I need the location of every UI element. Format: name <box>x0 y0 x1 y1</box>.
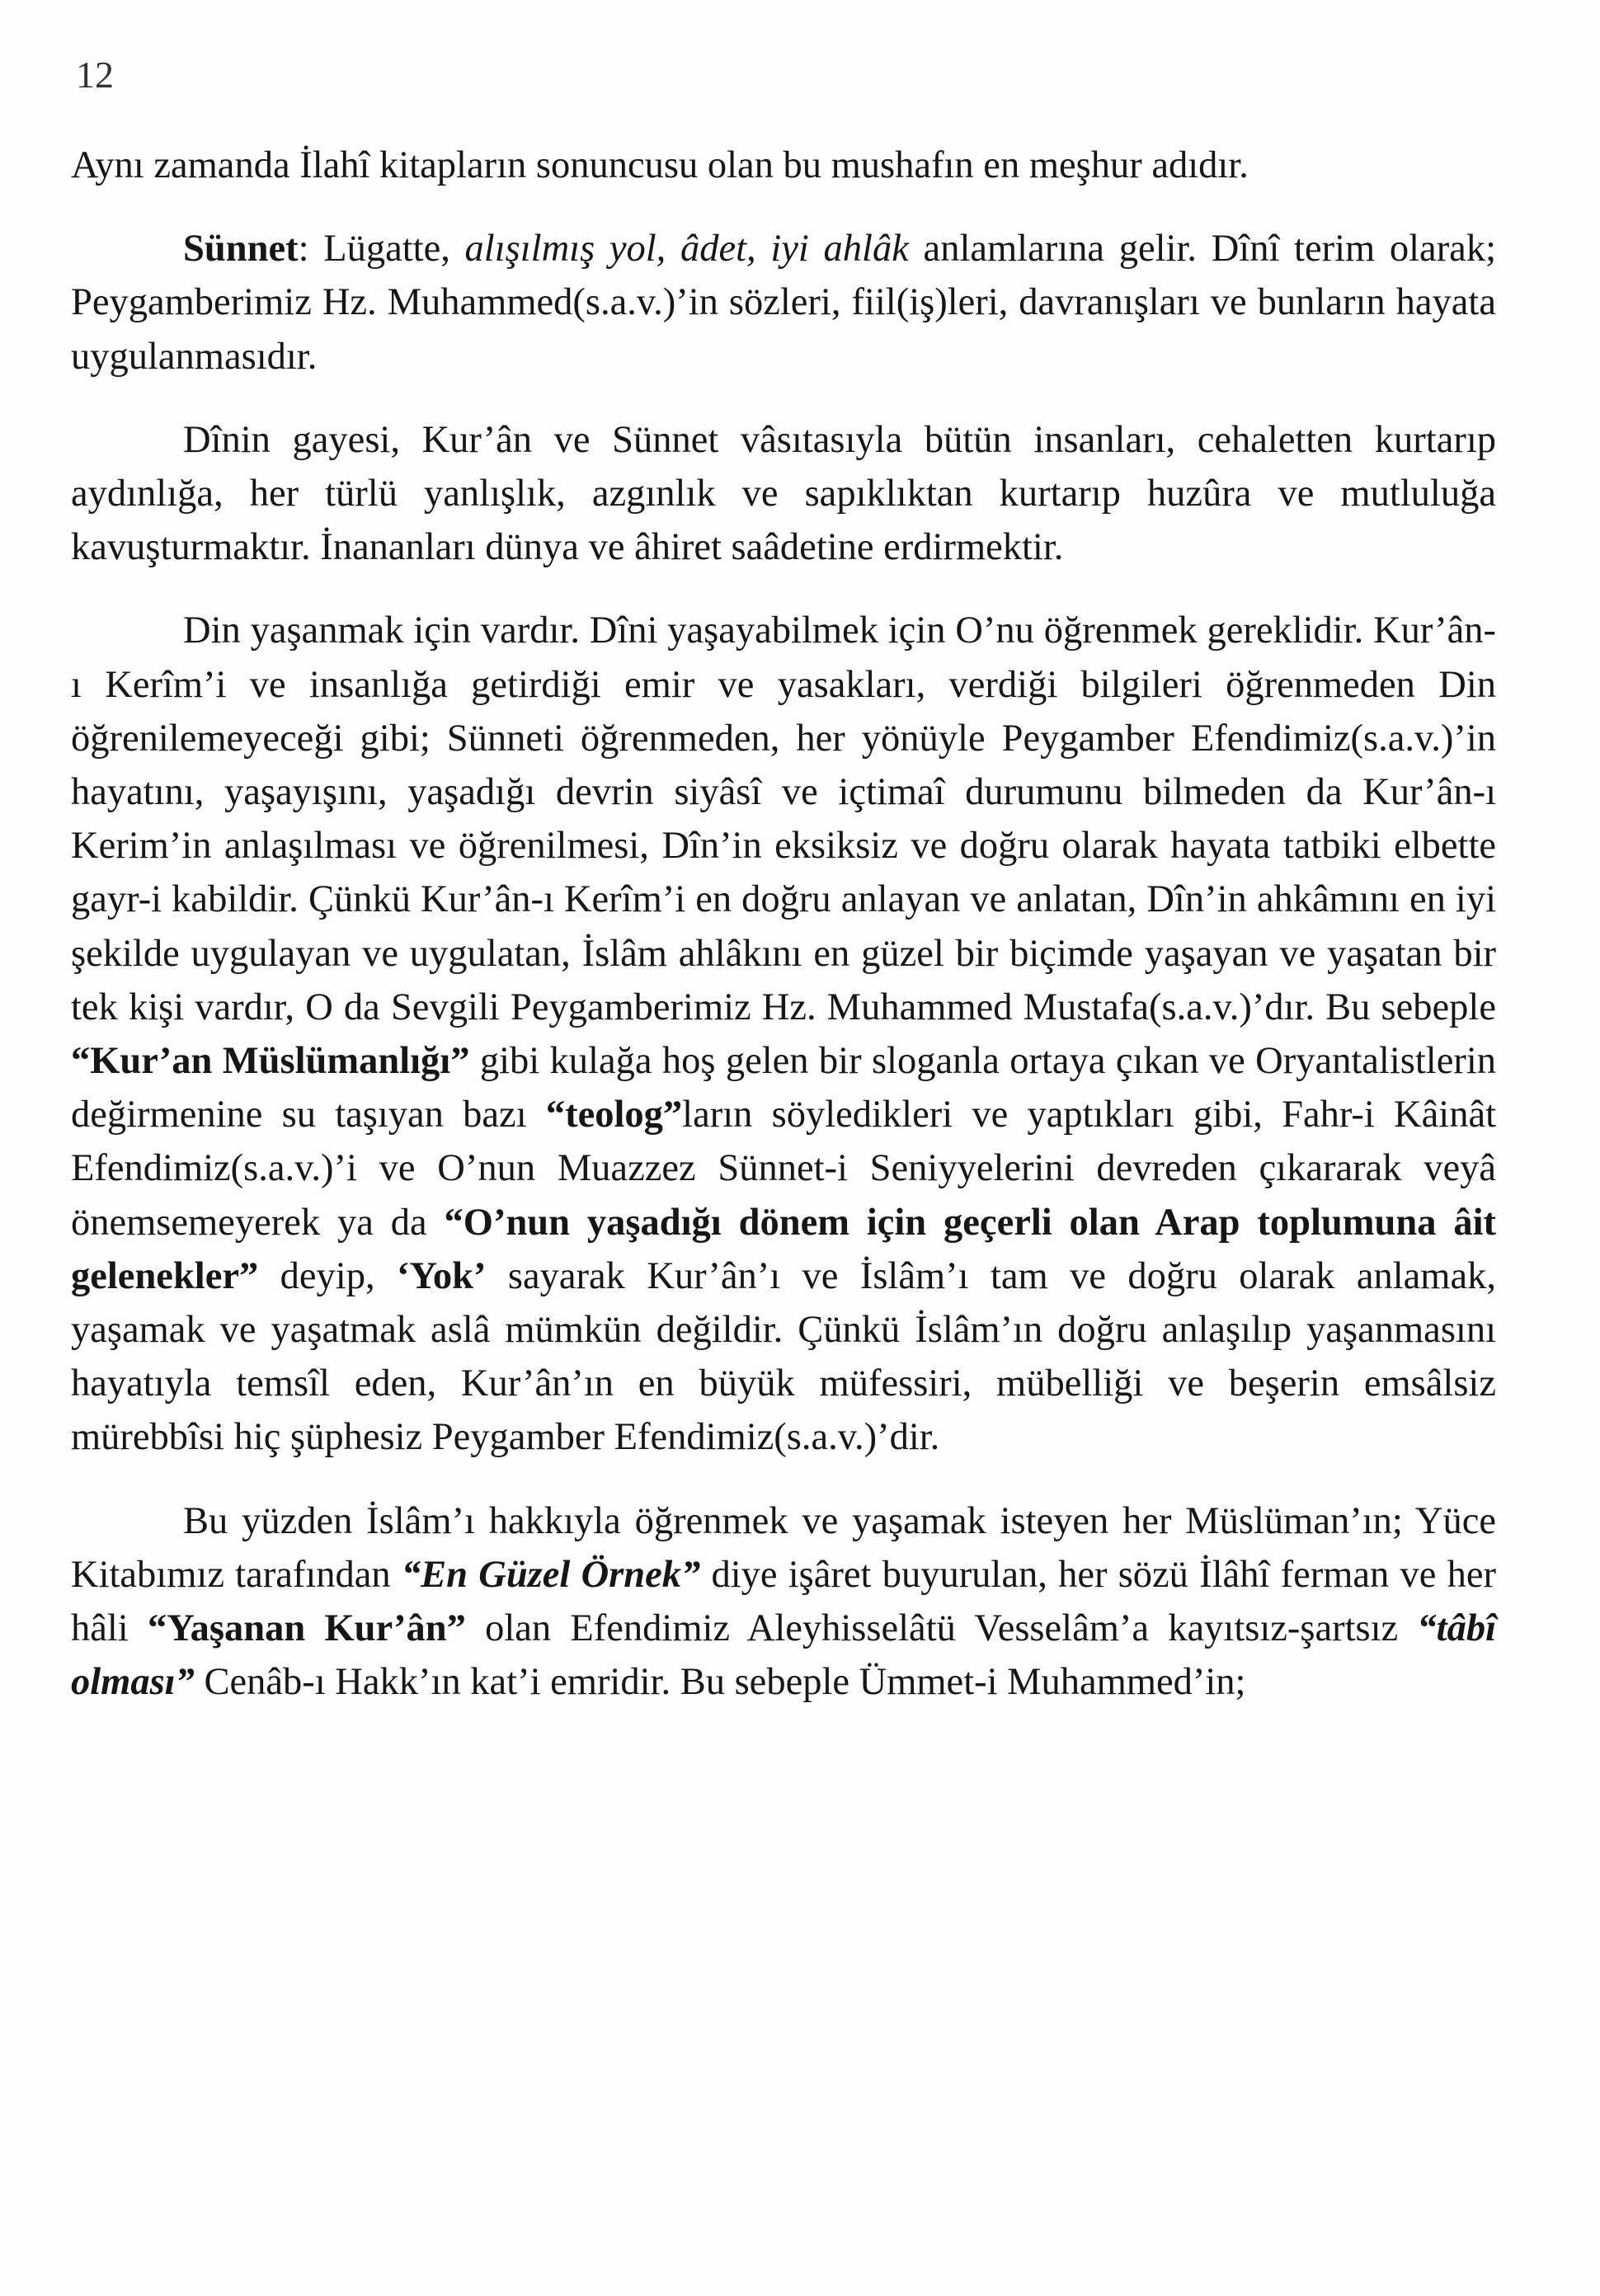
paragraph <box>71 1494 1496 1710</box>
text-run: Cenâb-ı Hakk’ın kat’i emridir. Bu sebeple Ümmet-i Muhammed’in; <box>194 1661 1246 1704</box>
text-run: deyip, <box>258 1254 398 1297</box>
emphasized-text: “En Güzel Örnek” <box>401 1553 701 1596</box>
text-run: Bu yüzden İslâm’ı hakkıyla öğrenmek ve yaşamak isteyen her Müslüman’ın; Yüce Kitabımız tarafından <box>71 1499 1496 1596</box>
emphasized-text: “teolog” <box>545 1094 683 1136</box>
text-run: diye işâret buyurulan, her sözü İlâhî ferman ve her hâli <box>71 1553 1496 1650</box>
paragraph <box>71 222 1496 383</box>
emphasized-text: “tâbî olması” <box>71 1607 1497 1704</box>
paragraph <box>71 604 1496 1464</box>
emphasized-text: ‘Yok’ <box>397 1254 487 1297</box>
emphasized-text: “Kur’an Müslümanlığı” <box>71 1040 470 1083</box>
emphasized-text: Sünnet <box>183 228 299 271</box>
text-run: olan Efendimiz Aleyhisselâtü Vesselâm’a kayıtsız-şartsız <box>465 1607 1418 1650</box>
text-run: : Lügatte, <box>298 228 465 271</box>
text-run: Aynı zamanda İlahî kitapların sonuncusu olan bu mushafın en meşhur adıdır. <box>71 144 1249 186</box>
emphasized-text: alışılmış yol, âdet, iyi ahlâk <box>464 228 909 271</box>
page-number: 12 <box>76 54 114 96</box>
text-run: gibi kulağa hoş gelen bir sloganla ortaya çıkan ve Oryantalistlerin değirmenine su taşıyan bazı <box>71 1040 1496 1136</box>
text-run: ların söyledikleri ve yaptıkları gibi, Fahr-i Kâinât Efendimiz(s.a.v.)’i ve O’nun Muazzez Sünnet-i Seniyyelerini devreden çıkararak veyâ önemsemeyerek ya da <box>71 1094 1496 1244</box>
text-run: anlamlarına gelir. Dînî terim olarak; Peygamberimiz Hz. Muhammed(s.a.v.)’in sözleri, fiil(iş)leri, davranışları ve bunların hayata uygulanmasıdır. <box>71 228 1496 378</box>
emphasized-text: “Yaşanan Kur’ân” <box>147 1607 466 1650</box>
paragraph <box>71 413 1496 575</box>
emphasized-text: “O’nun yaşadığı dönem için geçerli olan Arap toplumuna âit gelenekler” <box>71 1201 1496 1297</box>
text-run: Din yaşanmak için vardır. Dîni yaşayabilmek için O’nu öğrenmek gereklidir. Kur’ân-ı Kerîm’i ve insanlığa getirdiği emir ve yasakları, verdiği bilgileri öğrenmeden Din öğrenilemeyeceği gibi; Sünneti öğrenmeden, her yönüyle Peygamber Efendimiz(s.a.v.)’in hayatını, yaşayışını, yaşadığı devrin siyâsî ve içtimaî durumunu bilmeden da Kur’ân-ı Kerim’in anlaşılması ve öğrenilmesi, Dîn’in eksiksiz ve doğru olarak hayata tatbiki elbette gayr-i kabildir. Çünkü Kur’ân-ı Kerîm’i en doğru anlayan ve anlatan, Dîn’in ahkâmını en iyi şekilde uygulayan ve uygulatan, İslâm ahlâkını en güzel bir biçimde yaşayan ve yaşatan bir tek kişi vardır, O da Sevgili Peygamberimiz Hz. Muhammed Mustafa(s.a.v.)’dır. Bu sebeple <box>71 609 1496 1028</box>
paragraph <box>71 139 1496 192</box>
text-run: sayarak Kur’ân’ı ve İslâm’ı tam ve doğru olarak anlamak, yaşamak ve yaşatmak aslâ mümkün değildir. Çünkü İslâm’ın doğru anlaşılıp yaşanmasını hayatıyla temsîl eden, Kur’ân’ın en büyük müfessiri, mübelliği ve beşerin emsâlsiz mürebbîsi hiç şüphesiz Peygamber Efendimiz(s.a.v.)’dir. <box>71 1254 1496 1459</box>
text-run: Dînin gayesi, Kur’ân ve Sünnet vâsıtasıyla bütün insanları, cehaletten kurtarıp aydınlığa, her türlü yanlışlık, azgınlık ve sapıklıktan kurtarıp huzûra ve mutluluğa kavuşturmaktır. İnananları dünya ve âhiret saâdetine erdirmektir. <box>71 418 1496 569</box>
page-body-text <box>71 139 1496 1738</box>
